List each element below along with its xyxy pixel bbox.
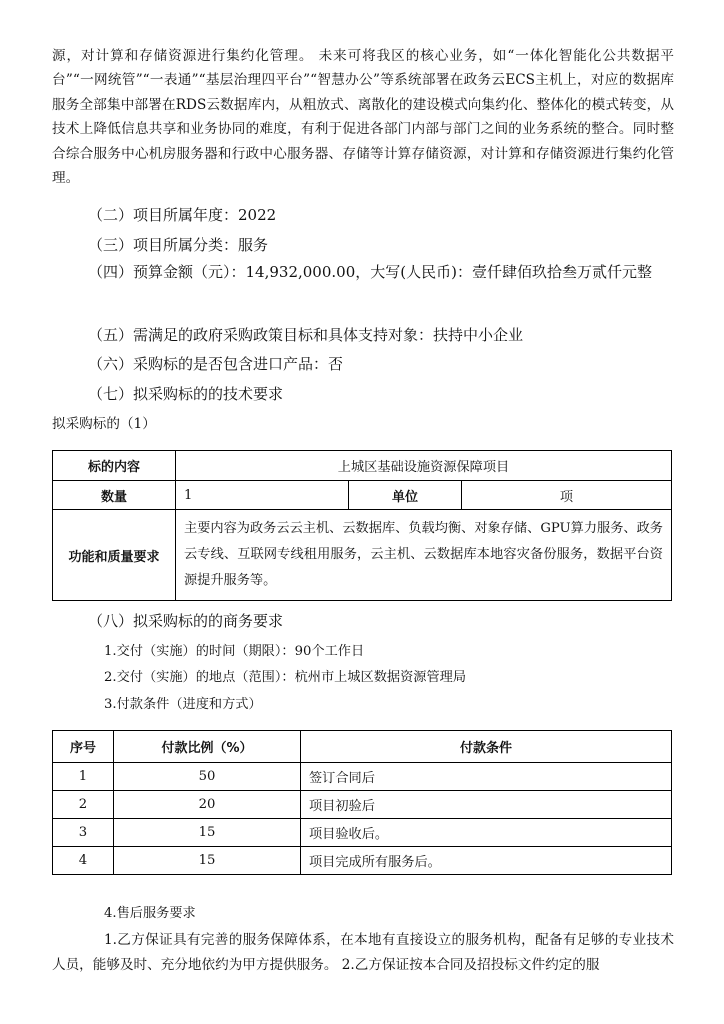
row-condition: 签订合同后 — [301, 763, 672, 791]
row-condition: 项目初验后 — [301, 791, 672, 819]
quantity-label: 数量 — [53, 481, 176, 510]
target-label: 拟采购标的（1） — [52, 416, 156, 432]
row-condition: 项目验收后。 — [301, 819, 672, 847]
business-requirements-title: （八）拟采购标的的商务要求 — [88, 612, 284, 630]
row-index: 1 — [53, 763, 114, 791]
delivery-time: 1.交付（实施）的时间（期限）：90个工作日 — [104, 644, 365, 659]
delivery-location: 2.交付（实施）的地点（范围）：杭州市上城区数据资源管理局 — [104, 670, 467, 685]
table-row — [53, 847, 672, 875]
table-row — [53, 791, 672, 819]
header-ratio: 付款比例（%） — [114, 731, 301, 763]
unit-label: 单位 — [349, 481, 462, 510]
row-ratio: 15 — [114, 819, 301, 847]
function-quality-value: 主要内容为政务云云主机、云数据库、负载均衡、对象存储、GPU算力服务、政务云专线、互联网专线租用服务，云主机、云数据库本地容灾备份服务，数据平台资源提升服务等。 — [176, 510, 672, 601]
quantity-value: 1 — [176, 481, 349, 510]
row-index: 4 — [53, 847, 114, 875]
table-row — [53, 763, 672, 791]
unit-value: 项 — [462, 481, 672, 510]
row-ratio: 20 — [114, 791, 301, 819]
table-row — [53, 819, 672, 847]
project-category: （三）项目所属分类：服务 — [88, 236, 269, 254]
after-sales-title: 4.售后服务要求 — [104, 906, 196, 921]
content-value: 上城区基础设施资源保障项目 — [176, 451, 672, 481]
budget-amount: （四）预算金额（元）：14,932,000.00，大写(人民币)：壹仟肆佰玖拾叁万贰仟元整 — [88, 263, 652, 281]
project-year: （二）项目所属年度：2022 — [88, 206, 277, 224]
row-condition: 项目完成所有服务后。 — [301, 847, 672, 875]
row-index: 3 — [53, 819, 114, 847]
target-table — [52, 450, 672, 601]
import-products: （六）采购标的是否包含进口产品：否 — [88, 355, 344, 373]
payment-terms-title: 3.付款条件（进度和方式） — [104, 697, 262, 712]
row-ratio: 50 — [114, 763, 301, 791]
intro-paragraph: 源，对计算和存储资源进行集约化管理。 未来可将我区的核心业务，如“一体化智能化公共数据平台”“一网统管”“一表通”“基层治理四平台”“智慧办公”等系统部署在政务云ECS主机上，对应的数据库服务全部集中部署在RDS云数据库内，从粗放式、离散化的建设模式向集约化、整体化的模式转变，从技术上降低信息共享和业务协同的难度，有利于促进各部门内部与部门之间的业务系统的整合。同时整合综合服务中心机房服务器和行政中心服务器、存储等计算存储资源，对计算和存储资源进行集约化管理。 — [52, 48, 674, 187]
header-condition: 付款条件 — [301, 731, 672, 763]
header-index: 序号 — [53, 731, 114, 763]
content-label: 标的内容 — [53, 451, 176, 481]
tech-requirements-title: （七）拟采购标的的技术要求 — [88, 385, 284, 403]
after-sales-paragraph: 1.乙方保证具有完善的服务保障体系，在本地有直接设立的服务机构，配备有足够的专业技术人员，能够及时、充分地依约为甲方提供服务。 2.乙方保证按本合同及招投标文件约定的服 — [52, 932, 674, 973]
function-quality-label: 功能和质量要求 — [53, 510, 176, 601]
row-ratio: 15 — [114, 847, 301, 875]
payment-table — [52, 730, 672, 875]
row-index: 2 — [53, 791, 114, 819]
procurement-policy: （五）需满足的政府采购政策目标和具体支持对象：扶持中小企业 — [88, 326, 524, 344]
